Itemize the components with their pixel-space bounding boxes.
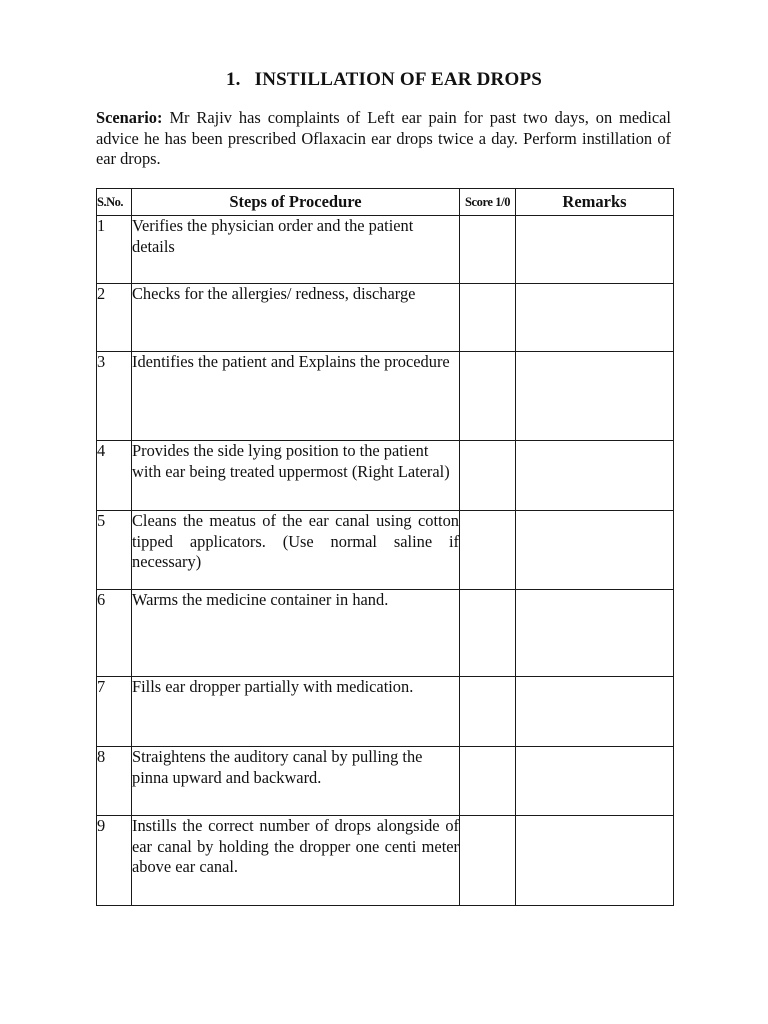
remarks-cell[interactable] [516, 677, 674, 747]
remarks-cell[interactable] [516, 747, 674, 816]
row-sno: 8 [97, 747, 132, 816]
row-step: Straightens the auditory canal by pulling the pinna upward and backward. [132, 747, 460, 816]
remarks-cell[interactable] [516, 511, 674, 590]
row-sno: 2 [97, 284, 132, 352]
row-step: Provides the side lying position to the patient with ear being treated uppermost (Right Lateral) [132, 441, 460, 511]
title-number: 1. [225, 69, 241, 90]
row-step: Warms the medicine container in hand. [132, 590, 460, 677]
header-score: Score 1/0 [460, 189, 516, 216]
score-cell[interactable] [460, 284, 516, 352]
score-cell[interactable] [460, 216, 516, 284]
row-step: Identifies the patient and Explains the procedure [132, 352, 460, 441]
row-step: Fills ear dropper partially with medication. [132, 677, 460, 747]
remarks-cell[interactable] [516, 352, 674, 441]
scenario-label: Scenario: [96, 108, 163, 127]
row-sno: 3 [97, 352, 132, 441]
score-cell[interactable] [460, 511, 516, 590]
table-row [97, 284, 674, 352]
table-row [97, 816, 674, 906]
row-sno: 1 [97, 216, 132, 284]
row-step: Instills the correct number of drops alongside of ear canal by holding the dropper one centi meter above ear canal. [132, 816, 460, 906]
row-sno: 6 [97, 590, 132, 677]
row-sno: 9 [97, 816, 132, 906]
header-steps: Steps of Procedure [132, 189, 460, 216]
table-row [97, 352, 674, 441]
table-row [97, 677, 674, 747]
scenario-text: Mr Rajiv has complaints of Left ear pain for past two days, on medical advice he has been prescribed Oflaxacin ear drops twice a day. Perform instillation of ear drops. [96, 108, 671, 168]
row-sno: 7 [97, 677, 132, 747]
remarks-cell[interactable] [516, 816, 674, 906]
title-text: INSTILLATION OF EAR DROPS [254, 69, 543, 90]
row-step: Verifies the physician order and the patient details [132, 216, 460, 284]
table-row [97, 216, 674, 284]
score-cell[interactable] [460, 816, 516, 906]
procedure-table [96, 188, 674, 906]
header-sno: S.No. [97, 189, 132, 216]
score-cell[interactable] [460, 590, 516, 677]
remarks-cell[interactable] [516, 284, 674, 352]
table-row [97, 747, 674, 816]
row-step: Checks for the allergies/ redness, discharge [132, 284, 460, 352]
table-row [97, 511, 674, 590]
table-row [97, 441, 674, 511]
remarks-cell[interactable] [516, 216, 674, 284]
score-cell[interactable] [460, 441, 516, 511]
score-cell[interactable] [460, 747, 516, 816]
row-sno: 4 [97, 441, 132, 511]
scenario-paragraph [96, 108, 671, 170]
table-header-row [97, 189, 674, 216]
score-cell[interactable] [460, 352, 516, 441]
page-title [0, 69, 768, 91]
remarks-cell[interactable] [516, 590, 674, 677]
remarks-cell[interactable] [516, 441, 674, 511]
table-row [97, 590, 674, 677]
header-remarks: Remarks [516, 189, 674, 216]
row-sno: 5 [97, 511, 132, 590]
score-cell[interactable] [460, 677, 516, 747]
row-step: Cleans the meatus of the ear canal using cotton tipped applicators. (Use normal saline if necessary) [132, 511, 460, 590]
